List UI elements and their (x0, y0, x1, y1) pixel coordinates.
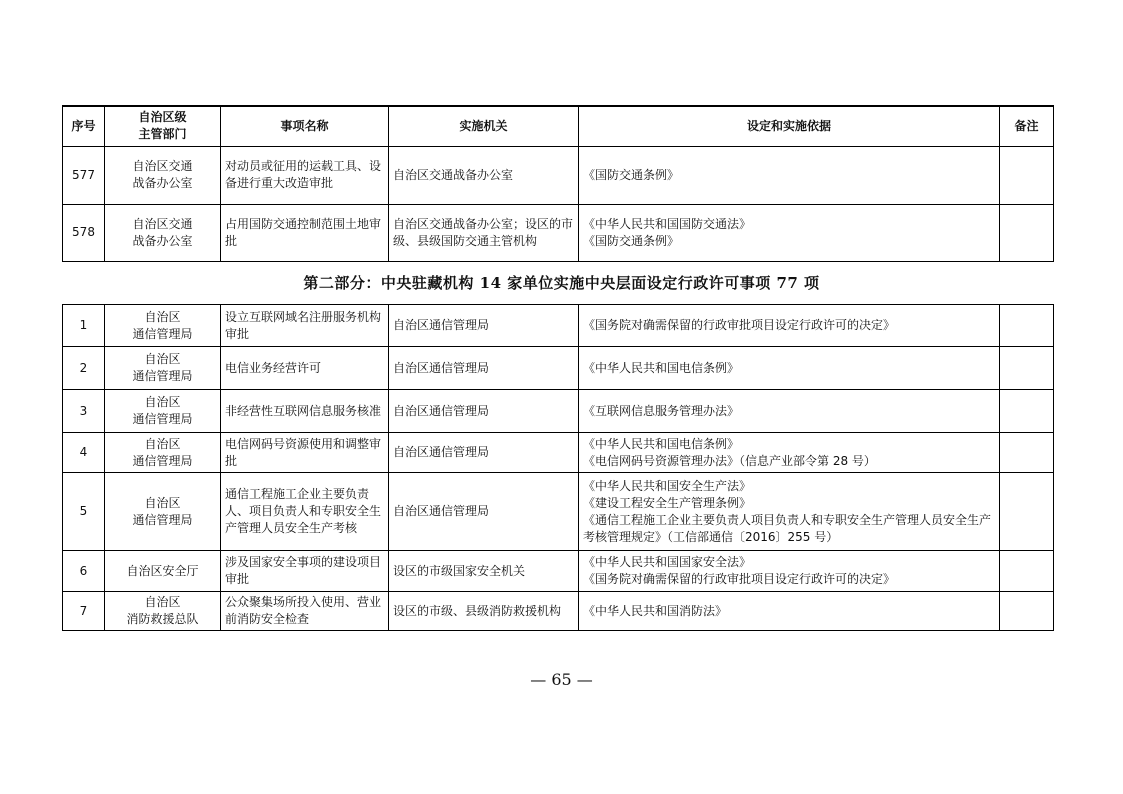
header-note: 备注 (1000, 106, 1054, 146)
row-basis: 《国务院对确需保留的行政审批项目设定行政许可的决定》 (579, 305, 1000, 347)
row-basis: 《中华人民共和国国防交通法》 《国防交通条例》 (579, 204, 1000, 261)
header-seq: 序号 (63, 106, 105, 146)
header-org: 实施机关 (389, 106, 579, 146)
table-row (63, 305, 1054, 347)
table-row (63, 390, 1054, 433)
header-item: 事项名称 (221, 106, 389, 146)
row-basis: 《中华人民共和国国家安全法》 《国务院对确需保留的行政审批项目设定行政许可的决定》 (579, 551, 1000, 592)
row-item: 占用国防交通控制范围土地审批 (221, 204, 389, 261)
permit-table-part1 (62, 105, 1054, 262)
row-basis: 《国防交通条例》 (579, 146, 1000, 204)
row-dept: 自治区 通信管理局 (105, 473, 221, 551)
row-seq: 5 (63, 473, 105, 551)
row-item: 涉及国家安全事项的建设项目审批 (221, 551, 389, 592)
row-org: 自治区交通战备办公室；设区的市级、县级国防交通主管机构 (389, 204, 579, 261)
row-item: 非经营性互联网信息服务核准 (221, 390, 389, 433)
table-row (63, 473, 1054, 551)
table-row (63, 204, 1054, 261)
row-note (1000, 551, 1054, 592)
page-number: — 65 — (530, 670, 593, 689)
table-row (63, 551, 1054, 592)
row-note (1000, 592, 1054, 631)
row-item: 通信工程施工企业主要负责人、项目负责人和专职安全生产管理人员安全生产考核 (221, 473, 389, 551)
row-org: 自治区通信管理局 (389, 347, 579, 390)
row-dept: 自治区 通信管理局 (105, 305, 221, 347)
table-row (63, 592, 1054, 631)
row-item: 对动员或征用的运载工具、设备进行重大改造审批 (221, 146, 389, 204)
table-header-row (63, 106, 1054, 146)
row-basis: 《中华人民共和国安全生产法》 《建设工程安全生产管理条例》 《通信工程施工企业主要负责人项目负责人和专职安全生产管理人员安全生产考核管理规定》（工信部通信〔2016〕255 号） (579, 473, 1000, 551)
row-seq: 1 (63, 305, 105, 347)
row-seq: 4 (63, 433, 105, 473)
row-note (1000, 347, 1054, 390)
row-note (1000, 473, 1054, 551)
row-dept: 自治区 消防救援总队 (105, 592, 221, 631)
table-row (63, 433, 1054, 473)
row-dept: 自治区 通信管理局 (105, 347, 221, 390)
row-dept: 自治区 通信管理局 (105, 433, 221, 473)
table-row (63, 146, 1054, 204)
row-org: 设区的市级、县级消防救援机构 (389, 592, 579, 631)
row-org: 设区的市级国家安全机关 (389, 551, 579, 592)
row-dept: 自治区交通 战备办公室 (105, 146, 221, 204)
row-org: 自治区通信管理局 (389, 305, 579, 347)
row-note (1000, 390, 1054, 433)
row-seq: 2 (63, 347, 105, 390)
section-title (0, 272, 1123, 293)
row-item: 电信业务经营许可 (221, 347, 389, 390)
row-seq: 7 (63, 592, 105, 631)
row-note (1000, 305, 1054, 347)
row-item: 电信网码号资源使用和调整审批 (221, 433, 389, 473)
section-title-text: 第二部分：中央驻藏机构 14 家单位实施中央层面设定行政许可事项 77 项 (303, 274, 820, 292)
table-row (63, 347, 1054, 390)
row-note (1000, 146, 1054, 204)
row-item: 设立互联网域名注册服务机构审批 (221, 305, 389, 347)
row-seq: 577 (63, 146, 105, 204)
row-seq: 3 (63, 390, 105, 433)
header-basis: 设定和实施依据 (579, 106, 1000, 146)
row-seq: 6 (63, 551, 105, 592)
row-dept: 自治区交通 战备办公室 (105, 204, 221, 261)
row-item: 公众聚集场所投入使用、营业前消防安全检查 (221, 592, 389, 631)
row-org: 自治区通信管理局 (389, 473, 579, 551)
row-note (1000, 433, 1054, 473)
permit-table-part2 (62, 304, 1054, 631)
row-basis: 《中华人民共和国电信条例》 (579, 347, 1000, 390)
row-basis: 《中华人民共和国电信条例》 《电信网码号资源管理办法》（信息产业部令第 28 号） (579, 433, 1000, 473)
row-org: 自治区交通战备办公室 (389, 146, 579, 204)
row-basis: 《互联网信息服务管理办法》 (579, 390, 1000, 433)
row-org: 自治区通信管理局 (389, 390, 579, 433)
row-dept: 自治区安全厅 (105, 551, 221, 592)
row-dept: 自治区 通信管理局 (105, 390, 221, 433)
row-basis: 《中华人民共和国消防法》 (579, 592, 1000, 631)
row-note (1000, 204, 1054, 261)
header-dept: 自治区级 主管部门 (105, 106, 221, 146)
row-seq: 578 (63, 204, 105, 261)
row-org: 自治区通信管理局 (389, 433, 579, 473)
